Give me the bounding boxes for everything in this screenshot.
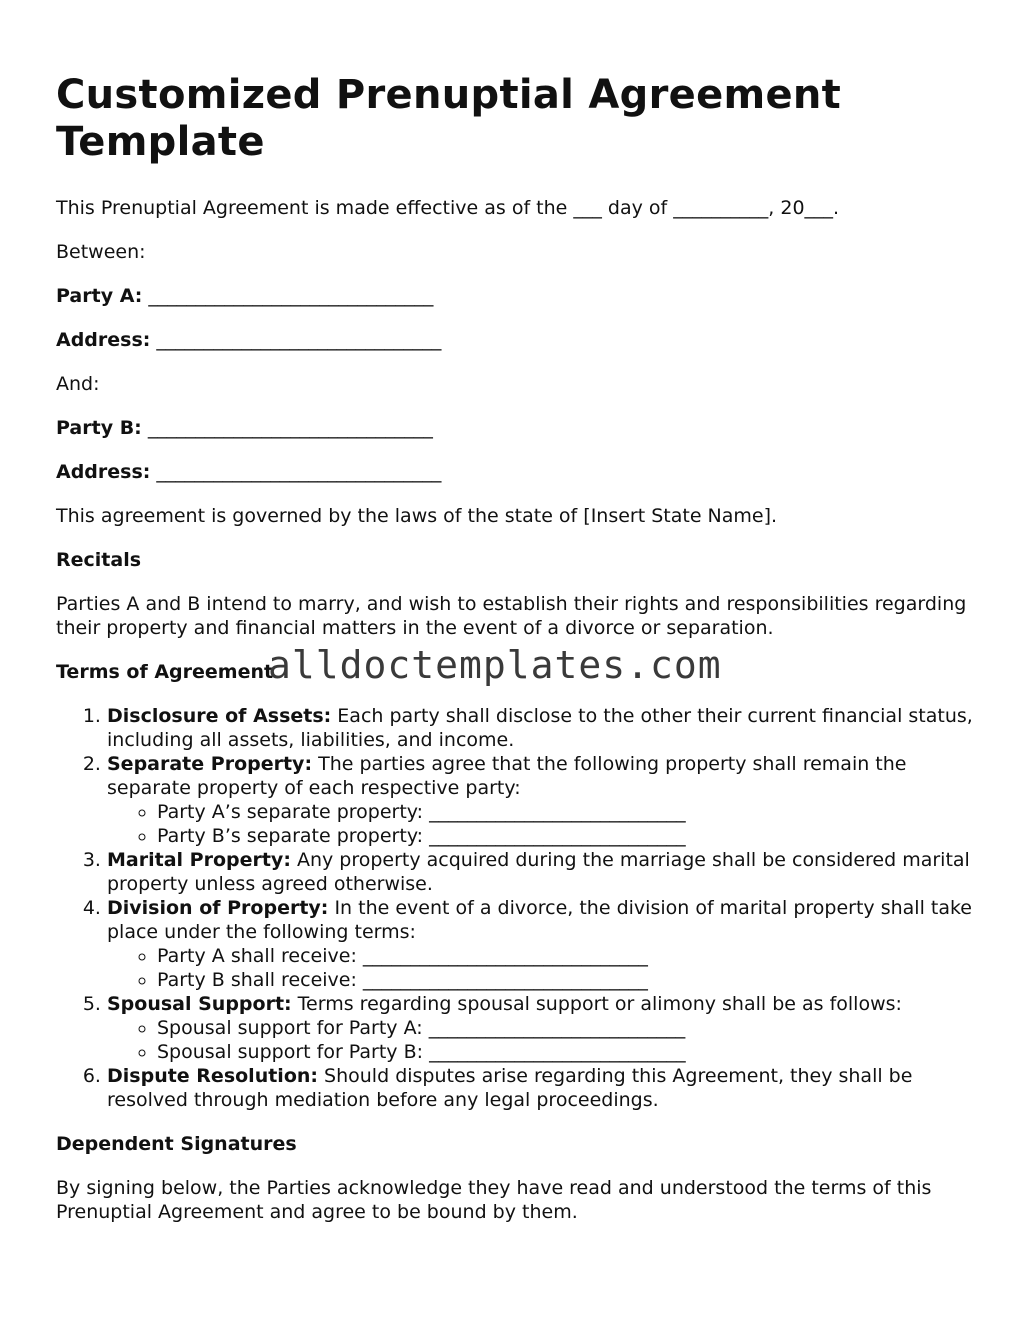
between-label: Between: — [56, 241, 146, 263]
term-sublist — [107, 800, 976, 848]
term-text: Terms regarding spousal support or alimony shall be as follows: — [291, 993, 902, 1015]
governing-law-text: This agreement is governed by the laws of the state of [Insert State Name]. — [56, 505, 778, 527]
effective-date-line: This Prenuptial Agreement is made effective as of the ___ day of __________, 20___. — [56, 197, 840, 219]
term-subitem: ◦ Party B’s separate property: ___________________________ — [157, 824, 976, 848]
term-sublist — [107, 944, 976, 992]
term-item — [107, 992, 976, 1064]
term-item — [107, 848, 976, 896]
term-title: Separate Property: — [107, 753, 313, 775]
term-subitem: ◦ Spousal support for Party B: ___________________________ — [157, 1040, 976, 1064]
term-subitem: ◦ Party A shall receive: ______________________________ — [157, 944, 976, 968]
terms-heading: Terms of Agreement — [56, 661, 274, 683]
term-item — [107, 704, 976, 752]
term-text: Should disputes arise regarding this Agreement, they shall be resolved through mediation before any legal proceedings. — [107, 1065, 913, 1111]
term-subitem: ◦ Party B shall receive: ______________________________ — [157, 968, 976, 992]
and-label: And: — [56, 373, 100, 395]
term-title: Disclosure of Assets: — [107, 705, 332, 727]
term-item — [107, 896, 976, 992]
address-a-blank: ______________________________ — [150, 329, 442, 351]
recitals-heading: Recitals — [56, 549, 142, 571]
address-b-blank: ______________________________ — [150, 461, 442, 483]
address-b-line — [56, 460, 976, 484]
signatures-text: By signing below, the Parties acknowledge they have read and understood the terms of this Prenuptial Agreement and agree to be bound by them. — [56, 1177, 932, 1223]
recitals-text: Parties A and B intend to marry, and wish to establish their rights and responsibilities regarding their property and financial matters in the event of a divorce or separation. — [56, 593, 967, 639]
term-text: Any property acquired during the marriage shall be considered marital property unless agreed otherwise. — [107, 849, 970, 895]
document-title: Customized Prenuptial Agreement Template — [56, 72, 842, 165]
term-text: Each party shall disclose to the other their current financial status, including all assets, liabilities, and income. — [107, 705, 973, 751]
watermark-text: alldoctemplates.com — [268, 643, 722, 687]
party-a-line — [56, 284, 976, 308]
term-sublist — [107, 1016, 976, 1064]
term-item — [107, 1064, 976, 1112]
terms-list — [56, 704, 976, 1112]
party-a-blank: ______________________________ — [142, 285, 434, 307]
party-b-line — [56, 416, 976, 440]
term-text: The parties agree that the following property shall remain the separate property of each respective party: — [107, 753, 907, 799]
term-subitem: ◦ Spousal support for Party A: ___________________________ — [157, 1016, 976, 1040]
term-text: In the event of a divorce, the division of marital property shall take place under the following terms: — [107, 897, 972, 943]
signatures-heading: Dependent Signatures — [56, 1133, 297, 1155]
term-subitem: ◦ Party A’s separate property: ___________________________ — [157, 800, 976, 824]
address-a-line — [56, 328, 976, 352]
address-a-label: Address: — [56, 329, 151, 351]
term-title: Spousal Support: — [107, 993, 292, 1015]
term-item — [107, 752, 976, 848]
term-title: Dispute Resolution: — [107, 1065, 318, 1087]
address-b-label: Address: — [56, 461, 151, 483]
term-title: Marital Property: — [107, 849, 291, 871]
party-a-label: Party A: — [56, 285, 143, 307]
party-b-blank: ______________________________ — [141, 417, 433, 439]
party-b-label: Party B: — [56, 417, 142, 439]
term-title: Division of Property: — [107, 897, 329, 919]
